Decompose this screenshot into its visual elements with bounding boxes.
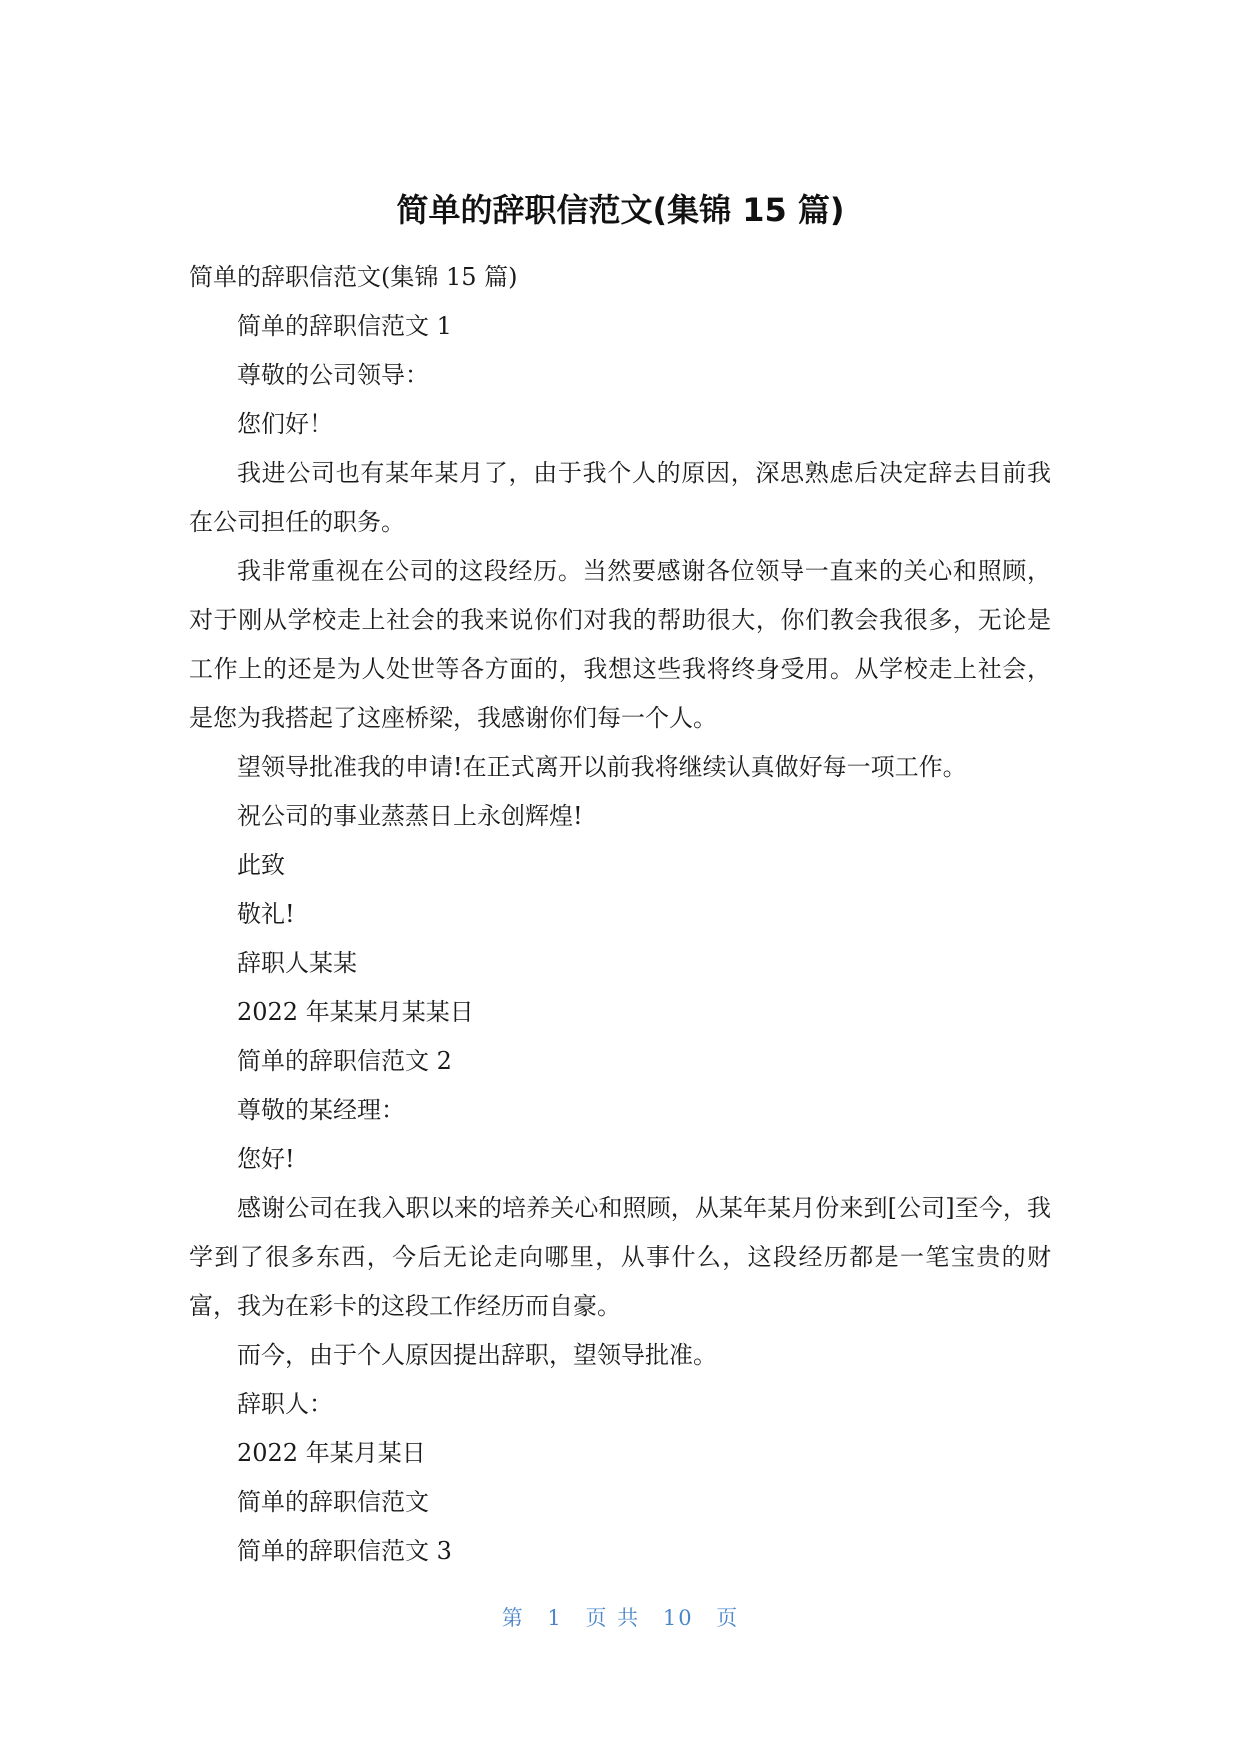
paragraph: 辞职人某某 [237, 949, 357, 977]
page-prefix: 第 [501, 1606, 525, 1630]
paragraph: 我进公司也有某年某月了，由于我个人的原因，深思熟虑后决定辞去目前我在公司担任的职务。 [189, 459, 1051, 536]
paragraph: 辞职人： [237, 1390, 333, 1418]
paragraph: 简单的辞职信范文(集锦 15 篇) [189, 263, 518, 291]
paragraph: 简单的辞职信范文 [237, 1488, 429, 1516]
paragraph: 简单的辞职信范文 3 [237, 1537, 452, 1565]
document-title: 简单的辞职信范文(集锦 15 篇) [396, 191, 845, 229]
paragraph: 简单的辞职信范文 2 [237, 1047, 452, 1075]
paragraph: 您好! [237, 1145, 295, 1173]
paragraph: 望领导批准我的申请!在正式离开以前我将继续认真做好每一项工作。 [237, 753, 967, 781]
paragraph: 此致 [237, 851, 285, 879]
paragraph: 而今，由于个人原因提出辞职，望领导批准。 [237, 1341, 717, 1369]
paragraph: 2022 年某月某日 [237, 1439, 426, 1467]
paragraph: 尊敬的某经理： [237, 1096, 405, 1124]
page-suffix: 页 [716, 1606, 740, 1630]
paragraph: 敬礼! [237, 900, 295, 928]
paragraph: 我非常重视在公司的这段经历。当然要感谢各位领导一直来的关心和照顾，对于刚从学校走上社会的我来说你们对我的帮助很大，你们教会我很多，无论是工作上的还是为人处世等各方面的，我想这些我将终身受用。从学校走上社会，是您为我搭起了这座桥梁，我感谢你们每一个人。 [189, 557, 1051, 732]
page-middle: 页 共 [585, 1606, 641, 1630]
current-page-number: 1 [547, 1606, 563, 1630]
paragraph: 祝公司的事业蒸蒸日上永创辉煌! [237, 802, 583, 830]
paragraph: 感谢公司在我入职以来的培养关心和照顾，从某年某月份来到[公司]至今，我学到了很多东西，今后无论走向哪里，从事什么，这段经历都是一笔宝贵的财富，我为在彩卡的这段工作经历而自豪。 [189, 1194, 1051, 1320]
total-pages: 10 [662, 1606, 694, 1630]
document-body [189, 253, 1051, 1576]
paragraph: 简单的辞职信范文 1 [237, 312, 452, 340]
paragraph: 您们好！ [237, 410, 333, 438]
paragraph: 2022 年某某月某某日 [237, 998, 474, 1026]
page-number-footer [0, 1603, 1241, 1633]
paragraph: 尊敬的公司领导： [237, 361, 429, 389]
